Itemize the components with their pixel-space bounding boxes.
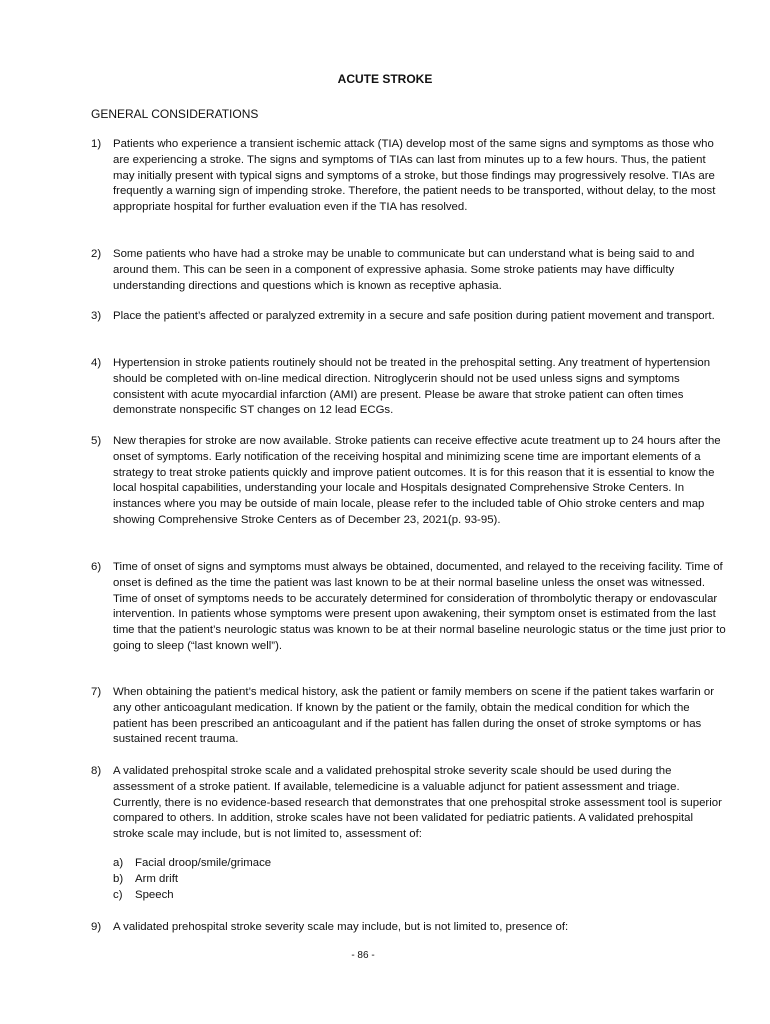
sub-list-item-text: Arm drift: [135, 872, 179, 885]
list-item-number: 9): [91, 921, 102, 933]
list-item-number: 8): [91, 765, 102, 777]
list-item: [91, 560, 726, 655]
list-item-number: 7): [91, 686, 102, 698]
list-item-number: 6): [91, 561, 102, 573]
list-item: [91, 309, 726, 325]
list-item-text: Hypertension in stroke patients routinely should not be treated in the prehospital setting. Any treatment of hypertension should be completed with on-line medical direction. Nitroglycerin should not be used unless signs and symptoms consistent with acute myocardial infarction (AMI) are present. Please be aware that stroke patient can often times demonstrate nonspecific ST changes on 12 lead ECGs.: [113, 357, 711, 417]
list-item: [91, 685, 726, 748]
list-item-number: 3): [91, 310, 102, 322]
page-number: - 86 -: [351, 950, 375, 961]
list-item-number: 1): [91, 138, 102, 150]
sub-list-item: [113, 856, 271, 872]
list-item-text: Place the patient’s affected or paralyzed extremity in a secure and safe position during patient movement and transport.: [113, 310, 715, 322]
list-item-number: 2): [91, 248, 102, 260]
list-item: [91, 247, 726, 294]
list-item-text: Some patients who have had a stroke may be unable to communicate but can understand what is being said to and around them. This can be seen in a component of expressive aphasia. Some stroke patients may have difficulty understanding directions and questions which is known as receptive aphasia.: [113, 248, 695, 292]
sub-list: [113, 856, 271, 903]
list-item-number: 5): [91, 435, 102, 447]
list-item-text: New therapies for stroke are now available. Stroke patients can receive effective acute treatment up to 24 hours after the onset of symptoms. Early notification of the receiving hospital and minimizing scene time are important elements of a strategy to treat stroke patients quickly and improve patient outcomes. It is for this reason that it is essential to know the local hospital capabilities, understanding your locale and Hospitals designated Comprehensive Stroke Centers. In instances where you may be outside of main locale, please refer to the included table of Ohio stroke centers and map showing Comprehensive Stroke Centers as of December 23, 2021(p. 93-95).: [113, 435, 721, 526]
list-item: [91, 137, 726, 216]
sub-list-item-letter: b): [113, 872, 124, 885]
sub-list-item-text: Speech: [135, 888, 174, 901]
list-item-text: A validated prehospital stroke severity scale may include, but is not limited to, presence of:: [113, 921, 569, 933]
sub-list-item-text: Facial droop/smile/grimace: [135, 857, 272, 869]
list-item-text: Time of onset of signs and symptoms must always be obtained, documented, and relayed to the receiving facility. Time of onset is defined as the time the patient was last known to be at their normal baseline unless the onset was witnessed. Time of onset of symptoms needs to be accurately determined for consideration of thrombolytic therapy or endovascular intervention. In patients whose symptoms were present upon awakening, their symptom onset is estimated from the last time that the patient’s neurologic status was known to be at their normal baseline neurologic status or the time just prior to going to sleep (“last known well”).: [113, 561, 726, 652]
list-item: [91, 764, 726, 843]
list-item-text: Patients who experience a transient ischemic attack (TIA) develop most of the same signs and symptoms as those who are experiencing a stroke. The signs and symptoms of TIAs can last from minutes up to a few hours. Thus, the patient may initially present with typical signs and symptoms of a stroke, but those findings may progressively resolve. TIAs are frequently a warning sign of impending stroke. Therefore, the patient needs to be transported, without delay, to the most appropriate hospital for further evaluation even if the TIA has resolved.: [113, 138, 716, 214]
section-heading: GENERAL CONSIDERATIONS: [91, 107, 259, 121]
sub-list-item-letter: c): [113, 888, 123, 901]
list-item: [91, 356, 726, 419]
list-item-text: When obtaining the patient’s medical history, ask the patient or family members on scene if the patient takes warfarin or any other anticoagulant medication. If known by the patient or the family, obtain the medical condition for which the patient has been prescribed an anticoagulant and if the patient has fallen during the onset of stroke symptoms or has sustained recent trauma.: [113, 686, 715, 746]
list-item-number: 4): [91, 357, 102, 369]
list-item: [91, 434, 726, 529]
sub-list-item: [113, 888, 271, 904]
page-title: ACUTE STROKE: [337, 72, 433, 86]
list-item: [91, 920, 726, 936]
sub-list-item-letter: a): [113, 857, 124, 869]
sub-list-item: [113, 872, 271, 888]
list-item-text: A validated prehospital stroke scale and a validated prehospital stroke severity scale should be used during the assessment of a stroke patient. If available, telemedicine is a valuable adjunct for patient assessment and triage. Currently, there is no evidence-based research that demonstrates that one prehospital stroke assessment tool is superior compared to others. In addition, stroke scales have not been validated for pediatric patients. A validated prehospital stroke scale may include, but is not limited to, assessment of:: [113, 765, 722, 841]
